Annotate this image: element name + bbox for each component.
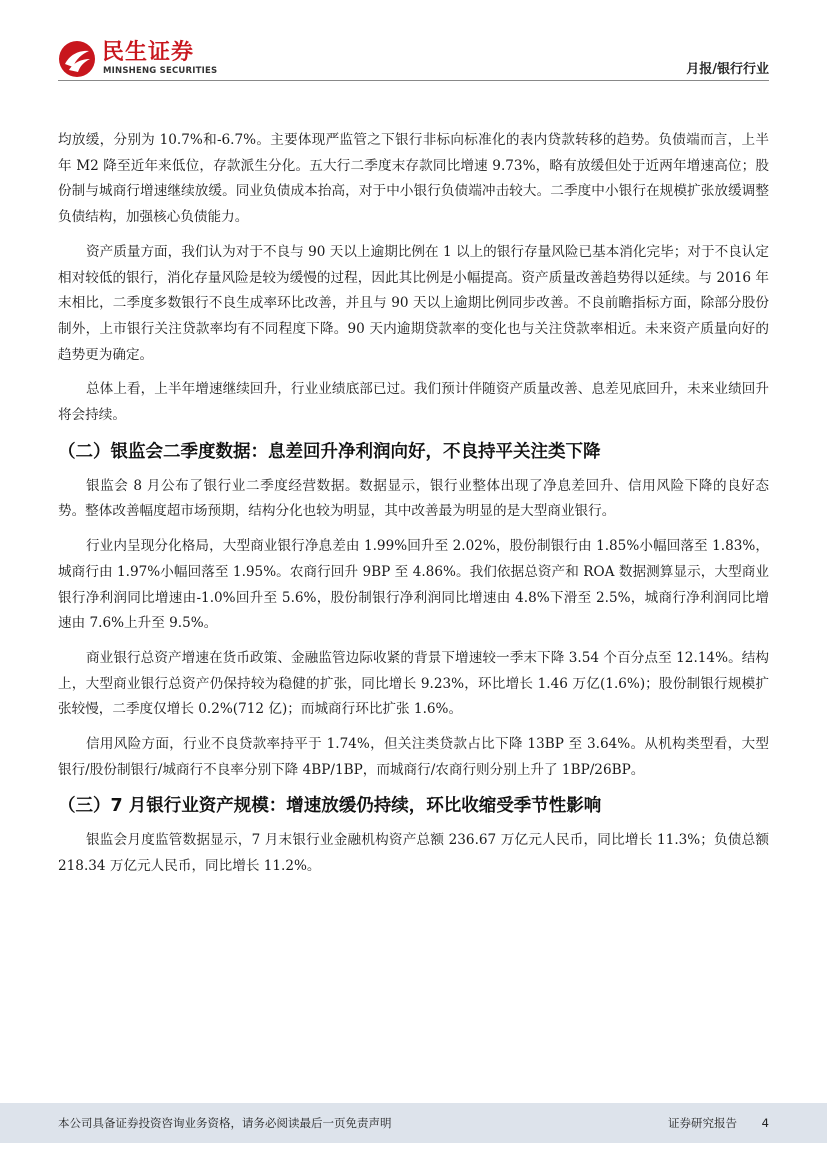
page-header <box>0 0 827 80</box>
section-heading-2: （二）银监会二季度数据：息差回升净利润向好，不良持平关注类下降 <box>58 441 601 462</box>
minsheng-logo <box>58 40 258 80</box>
paragraph-cbrc-q2: 银监会 8 月公布了银行业二季度经营数据。数据显示，银行业整体出现了净息差回升、信用风险下降的良好态势。整体改善幅度超市场预期，结构分化也较为明显，其中改善最为明显的是大型商业银行。 <box>58 477 769 520</box>
page-number: 4 <box>761 1116 769 1130</box>
footer-disclaimer: 本公司具备证券投资咨询业务资格，请务必阅读最后一页免责声明 <box>58 1116 392 1130</box>
page-footer <box>0 1103 827 1143</box>
paragraph-summary: 总体上看，上半年增速继续回升，行业业绩底部已过。我们预计伴随资产质量改善、息差见底回升，未来业绩回升将会持续。 <box>58 381 769 424</box>
minsheng-logo-mark-icon <box>58 40 96 78</box>
document-body <box>58 128 769 889</box>
logo-english-name: MINSHENG SECURITIES <box>103 66 218 76</box>
paragraph-continued: 均放缓，分别为 10.7%和-6.7%。主要体现严监管之下银行非标向标准化的表内贷款转移的趋势。负债端而言，上半年 M2 降至近年来低位，存款派生分化。五大行二季度末存款同比增速 9.73%，略有放缓但处于近两年增速高位；股份制与城商行增速继续放缓。同业负债成本抬高，对于中小银行负债端冲击较大。二季度中小银行在规模扩张放缓调整负债结构，加强核心负债能力。 <box>58 132 769 226</box>
paragraph-nim-divergence: 行业内呈现分化格局，大型商业银行净息差由 1.99%回升至 2.02%，股份制银行由 1.85%小幅回落至 1.83%，城商行由 1.97%小幅回落至 1.95%。农商行回升 9BP 至 4.86%。我们依据总资产和 ROA 数据测算显示，大型商业银行净利润同比增速由-1.0%回升至 5.6%，股份制银行净利润同比增速由 4.8%下滑至 2.5%，城商行净利润同比增速由 7.6%上升至 9.5%。 <box>58 538 769 632</box>
paragraph-total-assets: 商业银行总资产增速在货币政策、金融监管边际收紧的背景下增速较一季末下降 3.54 个百分点至 12.14%。结构上，大型商业银行总资产仍保持较为稳健的扩张，同比增长 9.23%，环比增长 1.46 万亿(1.6%)；股份制银行规模扩张较慢，二季度仅增长 0.2%(712 亿)；而城商行环比扩张 1.6%。 <box>58 649 769 718</box>
paragraph-credit-risk: 信用风险方面，行业不良贷款率持平于 1.74%，但关注类贷款占比下降 13BP 至 3.64%。从机构类型看，大型银行/股份制银行/城商行不良率分别下降 4BP/1BP，而城商行/农商行则分别上升了 1BP/26BP。 <box>58 736 769 778</box>
report-tag: 月报/银行行业 <box>686 62 769 77</box>
footer-report-type: 证券研究报告 <box>668 1116 737 1130</box>
header-divider <box>58 80 769 81</box>
logo-chinese-name: 民生证券 <box>102 40 195 65</box>
paragraph-asset-quality: 资产质量方面，我们认为对于不良与 90 天以上逾期比例在 1 以上的银行存量风险已基本消化完毕；对于不良认定相对较低的银行，消化存量风险是较为缓慢的过程，因此其比例是小幅提高。资产质量改善趋势得以延续。与 2016 年末相比，二季度多数银行不良生成率环比改善，并且与 90 天以上逾期比例同步改善。不良前瞻指标方面，除部分股份制外，上市银行关注贷款率均有不同程度下降。90 天内逾期贷款率的变化也与关注贷款率相近。未来资产质量向好的趋势更为确定。 <box>58 243 769 363</box>
paragraph-july-assets: 银监会月度监管数据显示，7 月末银行业金融机构资产总额 236.67 万亿元人民币，同比增长 11.3%；负债总额 218.34 万亿元人民币，同比增长 11.2%。 <box>58 832 769 875</box>
section-heading-3: （三）7 月银行业资产规模：增速放缓仍持续，环比收缩受季节性影响 <box>58 796 602 817</box>
